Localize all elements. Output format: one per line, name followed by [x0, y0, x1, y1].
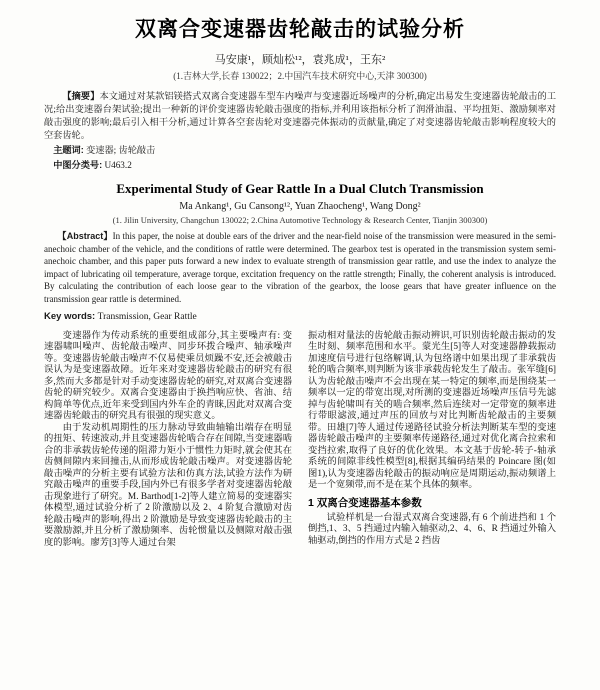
keywords-en-label: Key words:	[44, 310, 96, 322]
keywords-zh-label: 主题词:	[53, 145, 84, 155]
right-column	[308, 331, 556, 550]
abstract-en-text: In this paper, the noise at double ears of the driver and the near-field noise of the transmission were measured in the semi-anechoic chamber of the vehicle, and the conditions of rattle were determined. The gearbox test is operated in the transmission system semi-anechoic chamber, and this paper puts forward a new index to evaluate strength of transmission gear rattle, and use the index to analyze the impact of lubricating oil temperature, average torque, excitation frequency on the rattle strength; Finally, the coherent analysis is introduced. By calculating the contribution of each loose gear to the vibration of the gearbox, the loose gears that have greater influence on the transmission gear rattle is determined.	[44, 231, 556, 304]
clc-line	[44, 159, 556, 172]
abstract-zh	[44, 90, 556, 142]
affiliation-en: (1. Jilin University, Changchun 130022; 2.China Automotive Technology & Research Center, Tianjin 300300)	[112, 215, 488, 225]
left-column	[44, 331, 292, 550]
keywords-zh-text: 变速器; 齿轮敲击	[86, 145, 156, 155]
body-columns	[44, 331, 556, 550]
body-paragraph: 由于发动机周期性的压力脉动导致曲轴输出端存在明显的扭矩、转速波动,并且变速器齿轮啮合存在间隙,当变速器啮合的非承载齿轮传递的阻滞力矩小于惯性力矩时,就会使其在齿侧间隙内来回撞击,从而形成齿轮敲击噪声。对变速器齿轮敲击噪声的分析主要有试验方法和仿真方法,试验方法作为研究敲击噪声的重要手段,国内外已有很多学者对变速器齿轮敲击现象进行了研究。M. Barthod[1-2]等人建立简易的变速器实体模型,通过试验分析了 2 阶激励以及 2、4 阶复合激励对齿轮敲击噪声的影响,得出 2 阶激励是导致变速器齿轮敲击的主要激励源,并且分析了激励频率、齿轮惯量以及侧隙对敲击强度的影响。廖芳[3]等人通过台架	[44, 422, 292, 548]
paper-title-en: Experimental Study of Gear Rattle In a Dual Clutch Transmission	[116, 181, 484, 196]
body-paragraph: 变速器作为传动系统的重要组成部分,其主要噪声有: 变速器啸叫噪声、齿轮敲击噪声、同步环拨合噪声、轴承噪声等。变速器齿轮敲击噪声不仅易使乘员烦躁不安,还会被敲击误认为是变速器故障。近年来对变速器齿轮敲击的研究有很多,然而大多都是针对手动变速器齿轮的研究,对双离合变速器齿轮的研究较少。双离合变速器由于换挡响应快、省油、结构简单等优点,近年来受到国内外车企的青睐,因此对双离合变速器齿轮敲击的研究具有很强的现实意义。	[44, 330, 292, 422]
keywords-zh-line	[44, 144, 556, 157]
keywords-en-line	[44, 310, 556, 324]
abstract-zh-text: 本文通过对某款铝镁搭式双离合变速器车型车内噪声与变速器近场噪声的分析,确定出易发生变速器齿轮敲击的工况;给出变速器台架试验;提出一种新的评价变速器齿轮敲击强度的指标,并利用该指标分析了润滑油温、平均扭矩、激励频率对敲击强度的影响;最后引入相干分析,通过计算各空套齿轮对变速器壳体振动的贡献量,确定了对变速器齿轮敲击影响程度较大的空套齿轮。	[44, 91, 557, 140]
affiliation-zh: (1.吉林大学,长春 130022；2.中国汽车技术研究中心,天津 300300)	[173, 71, 427, 81]
clc-value: U463.2	[104, 160, 132, 170]
abstract-zh-label: 【摘要】	[62, 91, 100, 101]
section-heading-1: 1 双离合变速器基本参数	[308, 496, 422, 509]
body-paragraph: 振动相对量法的齿轮敲击振动辨识,可识别齿轮敲击振动的发生时刻、频率范围和水平。蒙光生[5]等人对变速器静载振动加速度信号进行包络解调,认为包络谱中如果出现了非承载齿轮的啮合频率,则判断为该非承载齿轮发生了敲击。张军缝[6]认为齿轮敲击噪声不会出现在某一特定的频率,而是围绕某一频率以一定的带宽出现,对所测的变速器近场噪声压信号先滤掉与齿轮啸叫有关的啮合频率,然后连续对一定带宽的频率进行带眼滤波,通过声压的回放与对比判断齿轮敲击的主要频带。田雄[7]等人通过传递路径试验分析法判断某车型的变速器齿轮敲击噪声的主要频率传递路径,通过对优化离合拉索和变挡拉索,取得了良好的优化效果。本文基于齿轮-转子-轴承系统的间隙非线性模型[8],根据其编码结果的 Poincare 图(如图1),认为变速器齿轮敲击的振动响应是周期运动,振动频谱上是一个宽频带,而不是在某个具体的频率。	[308, 330, 556, 491]
authors-zh: 马安康¹，顾灿松¹²，袁兆成¹，王东²	[214, 54, 386, 66]
paper-title-zh: 双离合变速器齿轮敲击的试验分析	[135, 18, 465, 41]
abstract-en	[44, 230, 556, 306]
body-paragraph: 试验样机是一台湿式双离合变速器,有 6 个前进挡和 1 个倒挡,1、3、5 挡通过内输入轴驱动,2、4、6、R 挡通过外输入轴驱动,倒挡的作用方式是 2 挡齿	[308, 512, 556, 546]
clc-label: 中图分类号:	[53, 160, 103, 170]
authors-en: Ma Ankang¹, Gu Cansong¹², Yuan Zhaocheng¹, Wang Dong²	[179, 201, 421, 212]
abstract-en-label: 【Abstract】	[57, 231, 113, 241]
keywords-en-text: Transmission, Gear Rattle	[97, 311, 197, 322]
